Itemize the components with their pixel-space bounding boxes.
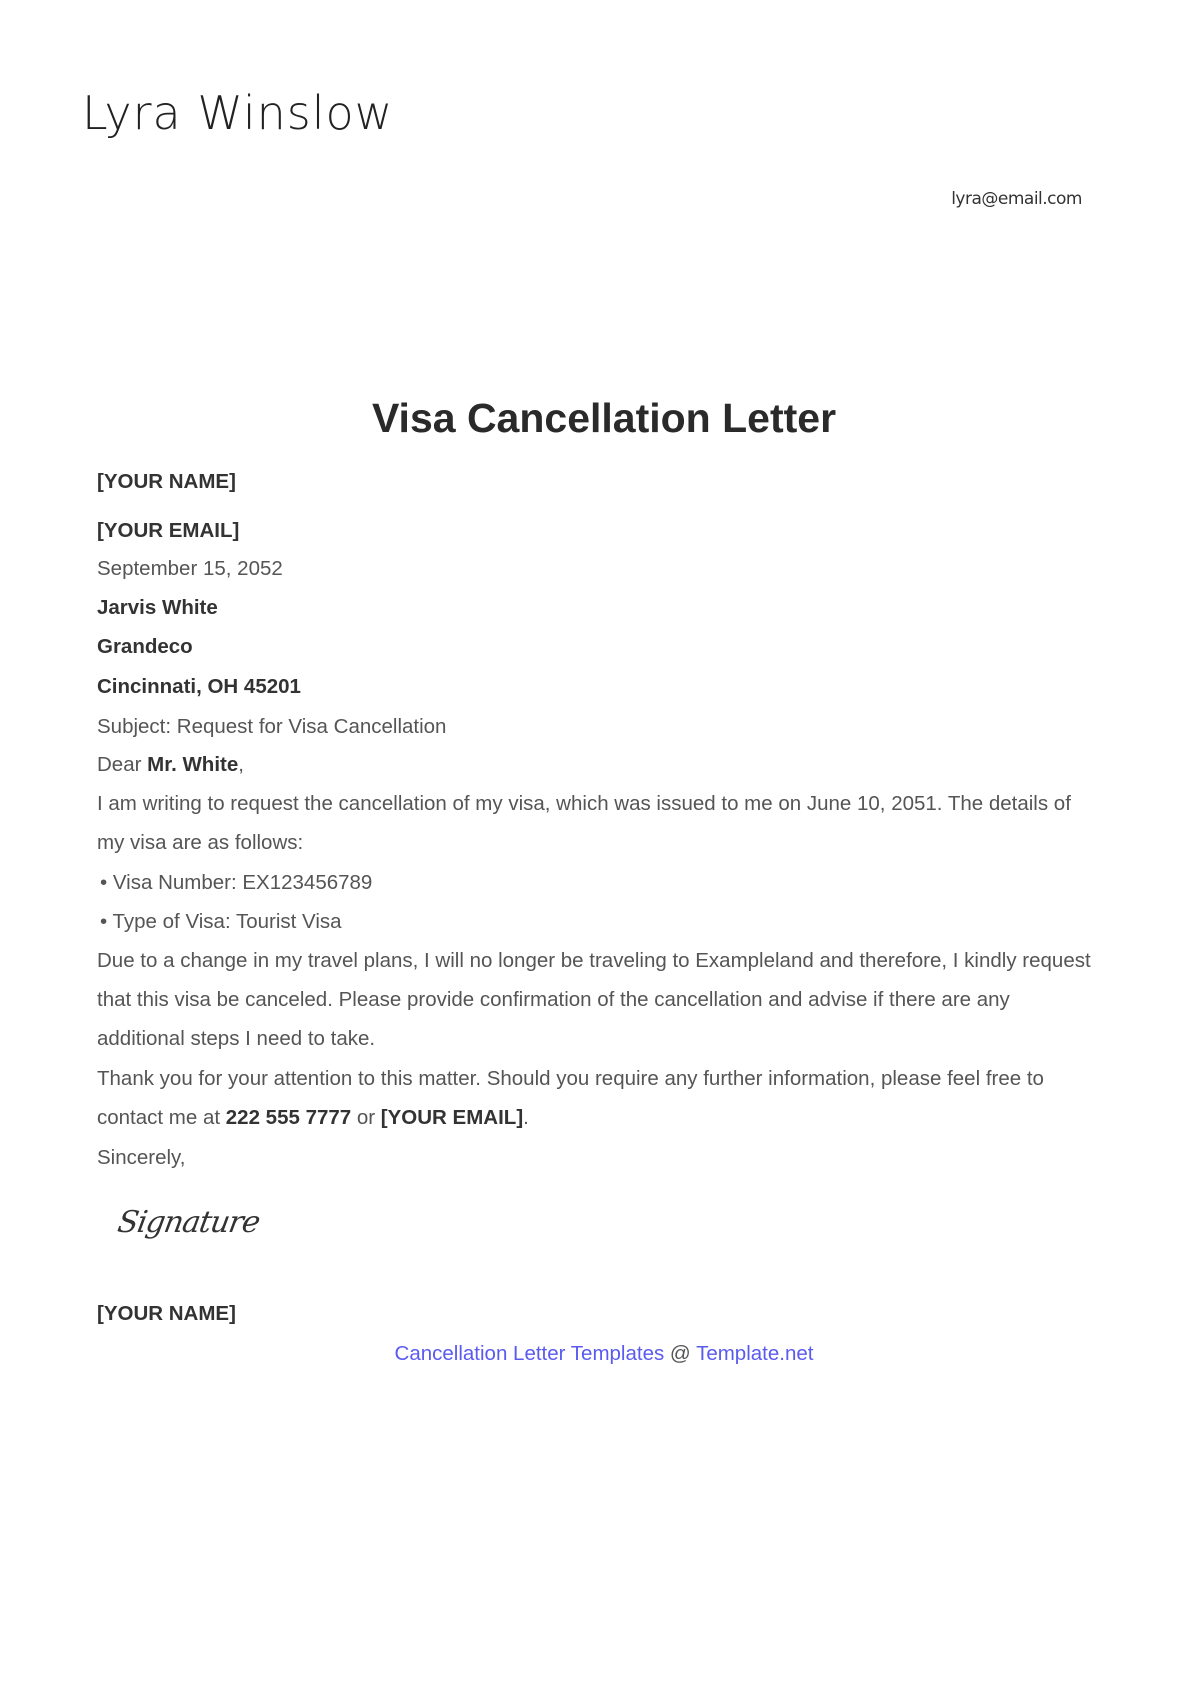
salutation — [97, 745, 244, 784]
bullet-visa-type: • Type of Visa: Tourist Visa — [100, 910, 342, 933]
letterhead-email: lyra@email.com — [951, 189, 1082, 209]
recipient-company: Grandeco — [97, 635, 193, 658]
body-paragraph-3 — [97, 1059, 1092, 1137]
sender-email: [YOUR EMAIL] — [97, 519, 240, 542]
template-net-link[interactable]: Template.net — [696, 1342, 814, 1365]
bullet-text: Type of Visa: Tourist Visa — [112, 910, 342, 933]
closing: Sincerely, — [97, 1146, 186, 1169]
templates-link[interactable]: Cancellation Letter Templates — [394, 1342, 665, 1365]
signoff-name: [YOUR NAME] — [97, 1302, 236, 1325]
letter-title: Visa Cancellation Letter — [371, 395, 837, 441]
paragraph-text: Thank you for your attention to this matter. Should you require any further information, please feel free to contact me at — [97, 1067, 1044, 1129]
body-paragraph-2: Due to a change in my travel plans, I will no longer be traveling to Exampleland and therefore, I kindly request that this visa be canceled. Please provide confirmation of the cancellation and advise if there are any additional steps I need to take. — [97, 949, 1091, 1050]
recipient-address: Cincinnati, OH 45201 — [97, 675, 301, 698]
letter-date: September 15, 2052 — [97, 557, 283, 580]
footer-at: @ — [664, 1342, 697, 1365]
salutation-prefix: Dear — [97, 753, 148, 776]
footer — [0, 1334, 1200, 1373]
paragraph-text: or — [351, 1106, 381, 1129]
letterhead-name: Lyra Winslow — [82, 86, 394, 140]
salutation-suffix: , — [238, 753, 244, 776]
signature: Signature — [114, 1205, 263, 1240]
contact-email: [YOUR EMAIL] — [380, 1106, 524, 1129]
sender-name: [YOUR NAME] — [97, 470, 236, 493]
bullet-text: Visa Number: EX123456789 — [112, 871, 373, 894]
salutation-name: Mr. White — [147, 753, 239, 776]
bullet-visa-number: • Visa Number: EX123456789 — [100, 871, 373, 894]
recipient-name: Jarvis White — [97, 596, 218, 619]
paragraph-text: . — [523, 1106, 529, 1129]
body-paragraph-1: I am writing to request the cancellation of my visa, which was issued to me on June 10, 2051. The details of my visa are as follows: — [97, 792, 1071, 854]
contact-phone: 222 555 7777 — [225, 1106, 352, 1129]
subject-line: Subject: Request for Visa Cancellation — [97, 715, 447, 738]
